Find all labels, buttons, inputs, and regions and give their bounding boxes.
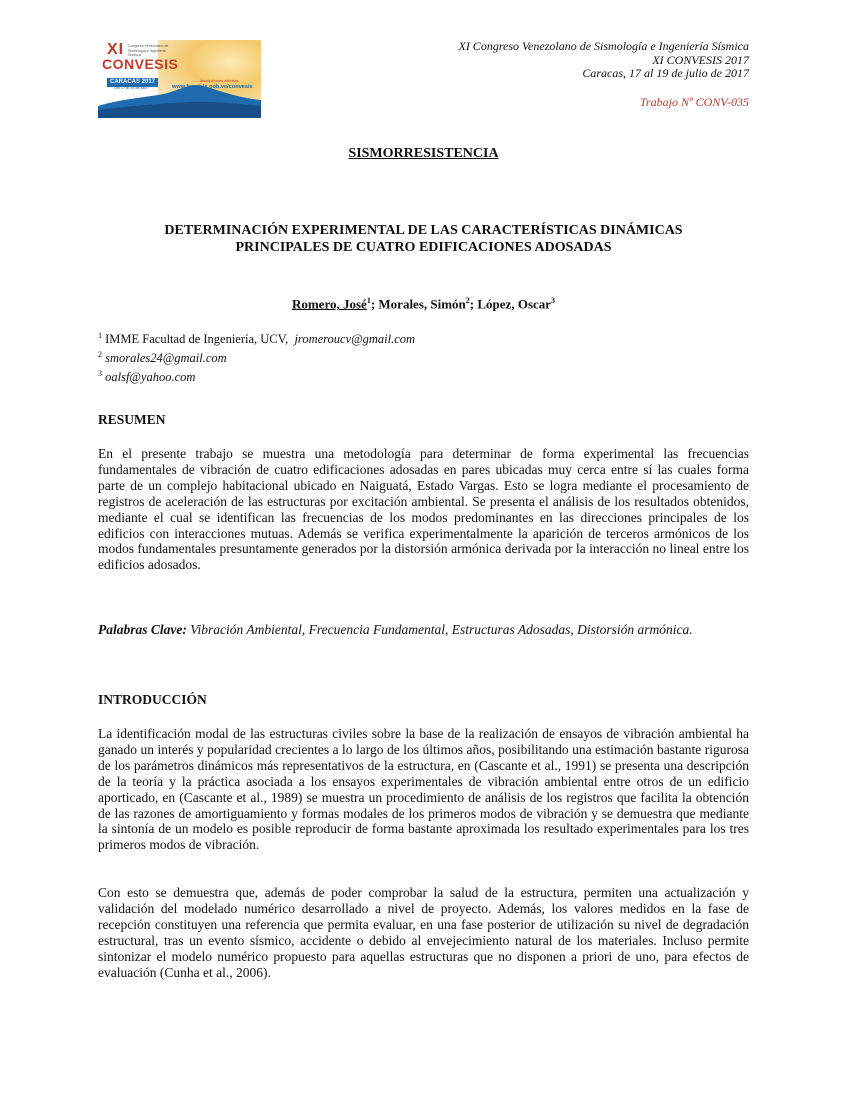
- author-name: Morales, Simón: [378, 296, 466, 312]
- conference-header: [458, 40, 749, 81]
- logo-badge: CARACAS 2017: [107, 78, 158, 87]
- paper-id: Trabajo Nº CONV-035: [639, 95, 749, 109]
- affiliation-line: [98, 366, 415, 385]
- affiliation-sup: 2: [98, 350, 102, 360]
- author-list: Romero, José$^1$; Morales, Simón$^2$; López, Oscar$^3$: [291, 296, 556, 312]
- conference-name: XI Congreso Venezolano de Sismología e Ingeniería Sísmica: [458, 39, 749, 53]
- affiliation-email: jromeroucv@gmail.com: [294, 332, 416, 347]
- author-name: Romero, José: [291, 296, 367, 312]
- paper-title-line-1: DETERMINACIÓN EXPERIMENTAL DE LAS CARACTERÍSTICAS DINÁMICAS: [164, 223, 683, 238]
- logo-small-text: Congreso Venezolano de Sismología e Ingeniería Sísmica: [128, 44, 169, 58]
- logo-xi: XI: [107, 41, 125, 58]
- author-name: López, Oscar: [477, 296, 552, 312]
- conference-short: XI CONVESIS 2017: [652, 52, 749, 67]
- affiliation-line: [98, 328, 415, 347]
- affiliation-line: [98, 347, 415, 366]
- author-sup: 2: [465, 296, 470, 305]
- keywords: [98, 622, 749, 638]
- paper-title: [98, 222, 749, 256]
- paper-title-line-2: PRINCIPALES DE CUATRO EDIFICACIONES ADOSADAS: [235, 240, 612, 255]
- keywords-text: Vibración Ambiental, Frecuencia Fundamental, Estructuras Adosadas, Distorsión armónica.: [190, 622, 693, 637]
- conference-place-date: Caracas, 17 al 19 de julio de 2017: [582, 66, 749, 80]
- affiliation-sup: 3: [98, 369, 102, 379]
- abstract-heading: RESUMEN: [98, 412, 166, 427]
- affiliation-sup: 1: [98, 331, 102, 340]
- author-sup: 1: [366, 296, 371, 305]
- affiliation-text: IMME Facultad de Ingeniería, UCV,: [105, 332, 289, 347]
- section-title: SISMORRESISTENCIA: [348, 146, 499, 161]
- logo-dates: Del 17 al 19 de julio: [114, 86, 148, 90]
- affiliations: [98, 328, 415, 385]
- logo-name: CONVESIS: [102, 56, 179, 72]
- convesis-logo: [98, 40, 261, 118]
- author-sup: 3: [551, 296, 556, 305]
- keywords-label: Palabras Clave:: [98, 622, 187, 637]
- logo-inscriptions: inscripciones abiertas: [200, 78, 239, 83]
- introduction-heading: INTRODUCCIÓN: [98, 692, 207, 707]
- introduction-paragraph-1: La identificación modal de las estructuras civiles sobre la base de la realización de ensayos de vibración ambiental ha ganado un interés y popularidad crecientes a lo largo de los últimos años, posibilitando una estimación bastante rigurosa de los parámetros dinámicos más representativos de la estructura, en (Cascante et al., 1991) se presenta una descripción de la teoría y la práctica asociada a los ensayos experimentales de vibración ambiental entre otros de un edificio aporticado, en (Cascante et al., 1989) se muestra un procedimiento de análisis de los registros que facilita la obtención de las razones de amortiguamiento y formas modales de los primeros modos de vibración y se demuestra que mediante la sintonía de un modelo es posible reproducir de forma bastante aproximada los resultado experimentales para los tres primeros modos de vibración.: [98, 726, 749, 853]
- affiliation-email: oalsf@yahoo.com: [105, 370, 196, 385]
- introduction-paragraph-2: Con esto se demuestra que, además de poder comprobar la salud de la estructura, permiten una actualización y validación del modelado numérico desarrollado a nivel de proyecto. Además, los valores medidos en la fase de recepción constituyen una referencia que permita evaluar, en una fase posterior de utilización su nivel de degradación estructural, tras un evento sísmico, accidente o debido al envejecimiento natural de los materiales. Incluso permite sintonizar el modelo numérico propuesto para aquellas estructuras que no disponen a priori de uno, para efectos de evaluación (Cunha et al., 2006).: [98, 885, 749, 980]
- affiliation-email: smorales24@gmail.com: [105, 351, 227, 366]
- abstract-text: En el presente trabajo se muestra una metodología para determinar de forma experimental las frecuencias fundamentales de vibración de cuatro edificaciones adosadas en pares ubicadas muy cerca entre sí las cuales forma parte de un complejo habitacional ubicado en Naiguatá, Estado Vargas. Esto se logra mediante el procesamiento de registros de aceleración de las estructuras por excitación ambiental. Se presenta el análisis de los resultados obtenidos, mediante el cual se identifican las frecuencias de los modos predominantes en las direcciones principales de los edificios con interacciones mutuas. Además se verifica experimentalmente la aparición de terceros armónicos de los modos fundamentales presuntamente generados por la distorsión armónica derivada por la interacción no lineal entre los edificios adosados.: [98, 446, 749, 573]
- logo-url: www.funvisis.gob.ve/convesis: [172, 84, 253, 90]
